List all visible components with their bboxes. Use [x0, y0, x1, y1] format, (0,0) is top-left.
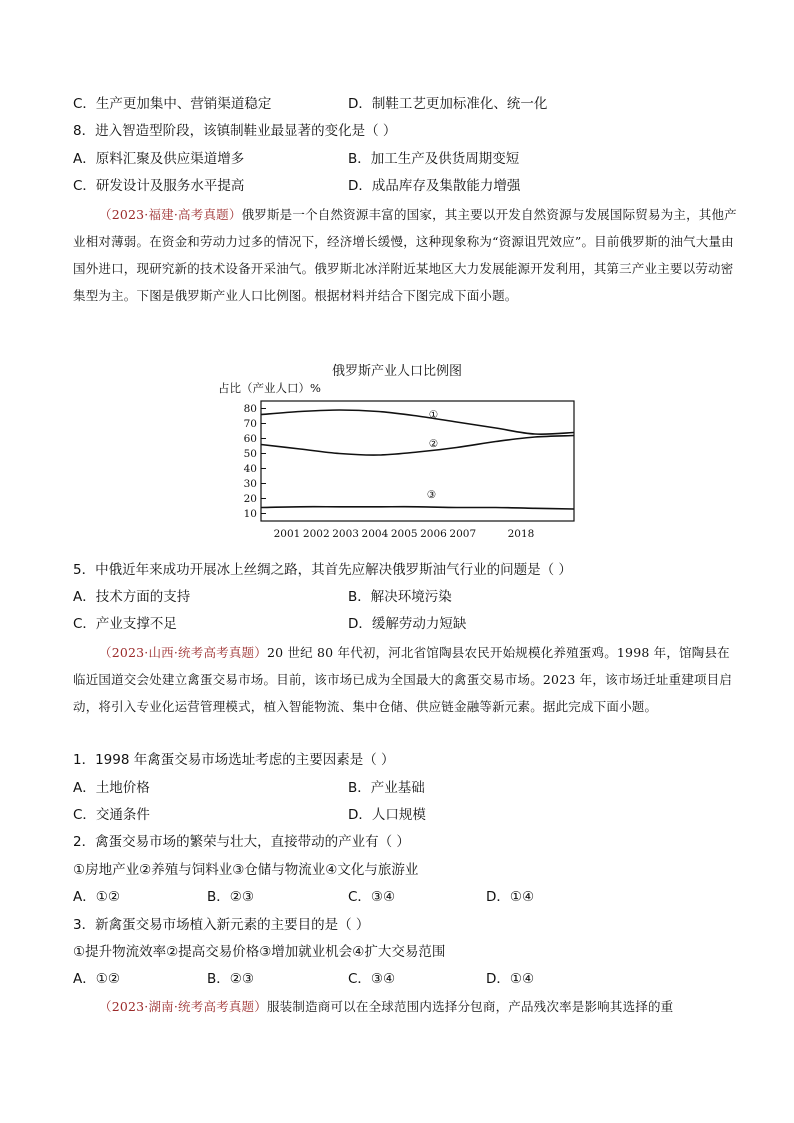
material-hunan-source: （2023·湖南·统考高考真题）: [99, 999, 267, 1014]
q2-option-d[interactable]: D．①④: [486, 889, 535, 905]
q3-items: ①提升物流效率②提高交易价格③增加就业机会④扩大交易范围: [73, 944, 446, 960]
q8-option-d[interactable]: D．成品库存及集散能力增强: [348, 178, 521, 194]
q3-stem: 3．新禽蛋交易市场植入新元素的主要目的是（ ）: [73, 917, 370, 933]
x-tick-label: 2003: [332, 528, 359, 540]
q1-option-a[interactable]: A．土地价格: [73, 780, 150, 796]
material-russia-text: 俄罗斯是一个自然资源丰富的国家，其主要以开发自然资源与发展国际贸易为主，其他产业相对薄弱。在资金和劳动力过多的情况下，经济增长缓慢，这种现象称为“资源诅咒效应”。目前俄罗斯的油气大量由国外进口，现研究新的技术设备开采油气。俄罗斯北冰洋附近某地区大力发展能源开发利用，其第三产业主要以劳动密集型为主。下图是俄罗斯产业人口比例图。根据材料并结合下图完成下面小题。: [73, 207, 737, 303]
q1-stem: 1．1998 年禽蛋交易市场选址考虑的主要因素是（ ）: [73, 752, 395, 768]
series-label-1: ①: [428, 409, 439, 421]
q5-stem: 5．中俄近年来成功开展冰上丝绸之路，其首先应解决俄罗斯油气行业的问题是（ ）: [73, 562, 572, 578]
series-label-3: ③: [426, 488, 437, 501]
x-tick-label: 2007: [449, 528, 477, 540]
x-tick-label: 2004: [361, 528, 389, 540]
y-tick-label: 80: [243, 403, 257, 415]
y-tick-label: 30: [243, 478, 257, 490]
x-tick-label: 2018: [507, 528, 535, 540]
series-line-1: [261, 410, 574, 434]
q5-option-a[interactable]: A．技术方面的支持: [73, 589, 191, 605]
q1-option-b[interactable]: B．产业基础: [348, 780, 425, 796]
q2-options: [73, 887, 733, 907]
q5-option-b[interactable]: B．解决环境污染: [348, 589, 452, 605]
q8-option-a[interactable]: A．原料汇聚及供应渠道增多: [73, 151, 245, 167]
q3-option-c[interactable]: C．③④: [348, 971, 396, 987]
material-guantao: [73, 639, 739, 720]
material-guantao-source: （2023·山西·统考高考真题）: [99, 645, 267, 660]
series-line-3: [261, 507, 574, 509]
q3-options: [73, 969, 733, 989]
q3-option-b[interactable]: B．②③: [207, 971, 254, 987]
y-tick-label: 70: [243, 418, 257, 430]
material-russia-source: （2023·福建·高考真题）: [99, 207, 242, 222]
population-ratio-chart: [0, 0, 794, 560]
q5-option-d[interactable]: D．缓解劳动力短缺: [348, 616, 467, 632]
q2-option-a[interactable]: A．①②: [73, 889, 120, 905]
series-label-2: ②: [428, 438, 439, 450]
q5-options-ab: [73, 587, 733, 607]
y-tick-label: 20: [243, 493, 257, 505]
q1-options-ab: [73, 778, 733, 798]
q2-items: ①房地产业②养殖与饲料业③仓储与物流业④文化与旅游业: [73, 862, 419, 878]
y-tick-label: 60: [243, 433, 257, 445]
chart-y-axis-label: 占比（产业人口）%: [218, 381, 321, 395]
q2-stem: 2．禽蛋交易市场的繁荣与壮大，直接带动的产业有（ ）: [73, 834, 410, 850]
y-tick-label: 50: [243, 448, 257, 460]
x-tick-label: 2006: [420, 528, 447, 540]
material-hunan-text: 服装制造商可以在全球范围内选择分包商，产品残次率是影响其选择的重: [266, 999, 674, 1014]
y-tick-label: 40: [243, 463, 257, 475]
q8-option-c[interactable]: C．研发设计及服务水平提高: [73, 178, 245, 194]
q1-options-cd: [73, 805, 733, 825]
q3-option-d[interactable]: D．①④: [486, 971, 535, 987]
q2-option-c[interactable]: C．③④: [348, 889, 396, 905]
x-tick-label: 2005: [390, 528, 418, 540]
material-guantao-text: 20 世纪 80 年代初，河北省馆陶县农民开始规模化养殖蛋鸡。1998 年，馆陶县在临近国道交会处建立禽蛋交易市场。目前，该市场已成为全国最大的禽蛋交易市场。2023 年，该市场迁址重建项目启动，将引入专业化运营管理模式，植入智能物流、集中仓储、供应链金融等新元素。据此完成下面小题。: [73, 645, 733, 714]
x-tick-label: 2002: [302, 528, 330, 540]
q3-option-a[interactable]: A．①②: [73, 971, 120, 987]
material-hunan: [73, 993, 739, 1020]
series-line-2: [261, 436, 574, 456]
x-tick-label: 2001: [273, 528, 301, 540]
q2-option-b[interactable]: B．②③: [207, 889, 254, 905]
q-prev-option-d[interactable]: D．制鞋工艺更加标准化、统一化: [348, 96, 548, 112]
y-tick-label: 10: [243, 508, 257, 520]
q1-option-c[interactable]: C．交通条件: [73, 807, 150, 823]
q-prev-option-c[interactable]: C．生产更加集中、营销渠道稳定: [73, 96, 272, 112]
chart-title: 俄罗斯产业人口比例图: [331, 364, 462, 379]
q8-stem: 8．进入智造型阶段，该镇制鞋业最显著的变化是（ ）: [73, 123, 397, 139]
q5-options-cd: [73, 614, 733, 634]
q8-option-b[interactable]: B．加工生产及供货周期变短: [348, 151, 520, 167]
q5-option-c[interactable]: C．产业支撑不足: [73, 616, 177, 632]
plot-frame: [261, 401, 574, 521]
q1-option-d[interactable]: D．人口规模: [348, 807, 426, 823]
